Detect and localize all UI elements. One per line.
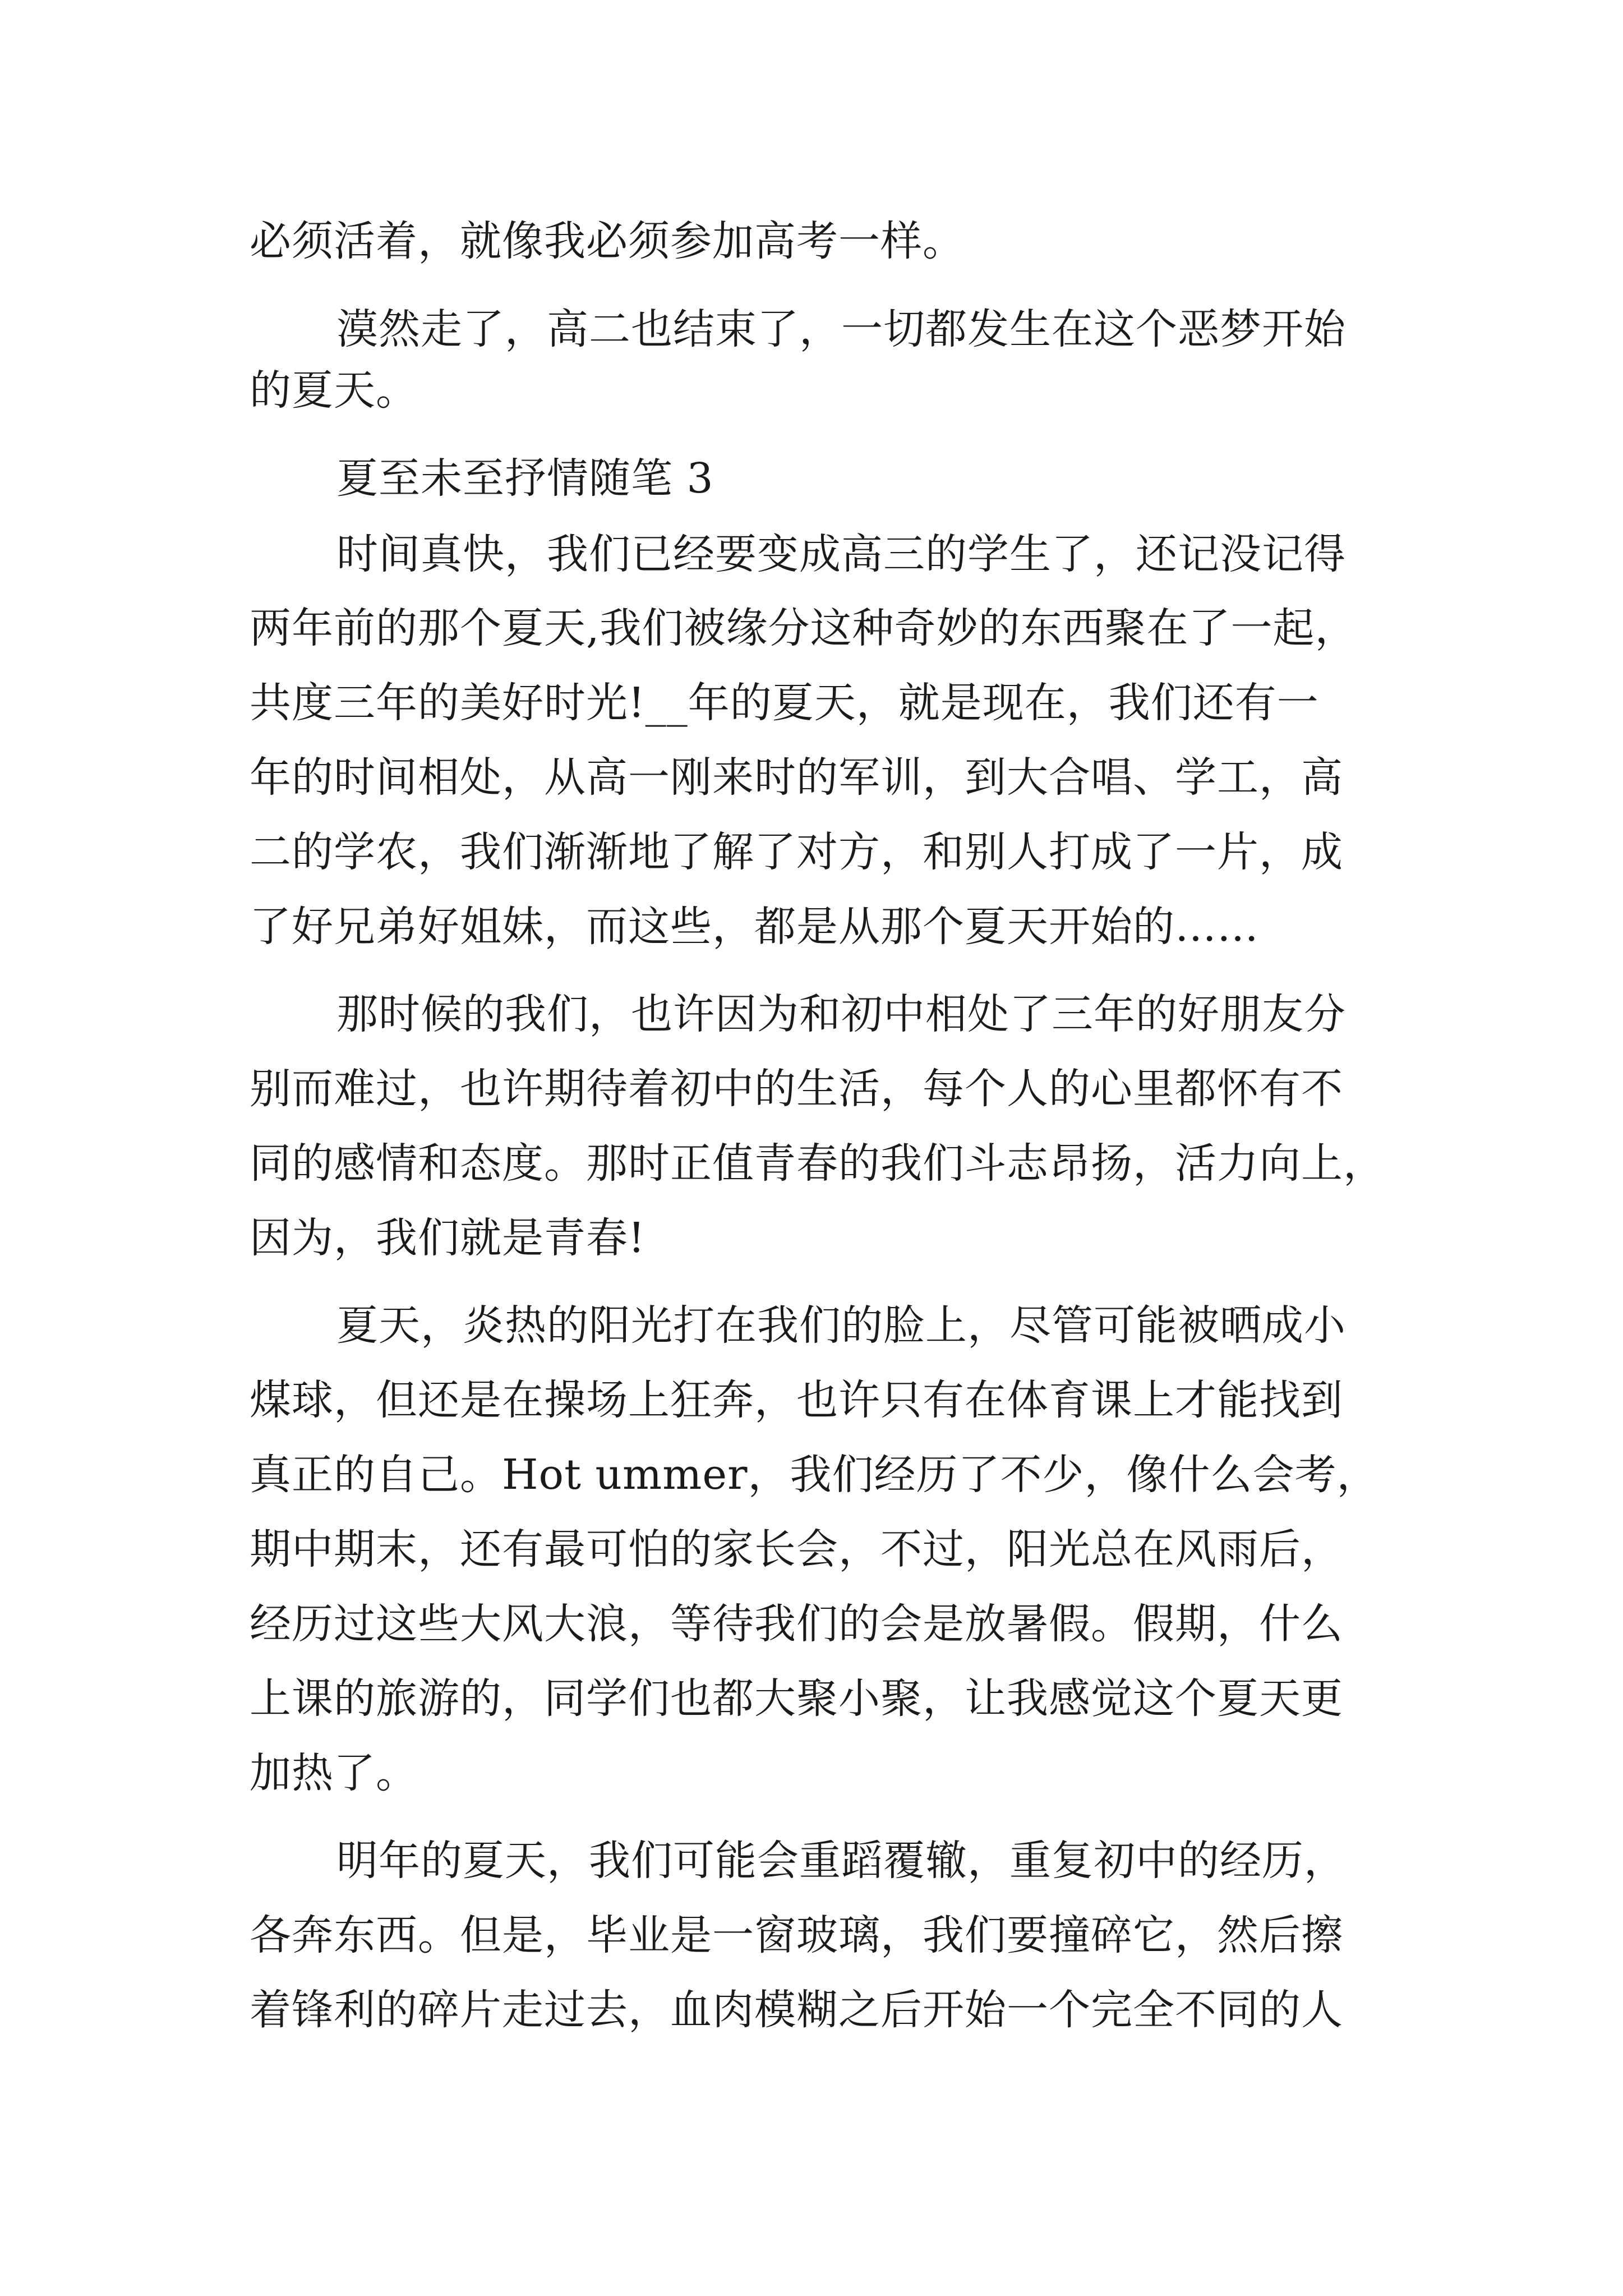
text-line: 着锋利的碎片走过去，血肉模糊之后开始一个完全不同的人 (250, 1986, 1343, 2034)
text-line: 上课的旅游的，同学们也都大聚小聚，让我感觉这个夏天更 (250, 1674, 1343, 1723)
text-line: 因为，我们就是青春! (250, 1214, 645, 1262)
paragraph-line: 明年的夏天，我们可能会重蹈覆辙，重复初中的经历， (336, 1837, 1346, 1885)
text-line: 共度三年的美好时光!__年的夏天，就是现在，我们还有一 (250, 679, 1319, 727)
section-title: 夏至未至抒情随笔 3 (336, 454, 714, 503)
paragraph-line: 那时候的我们，也许因为和初中相处了三年的好朋友分 (336, 990, 1346, 1038)
text-line: 年的时间相处，从高一刚来时的军训，到大合唱、学工，高 (250, 753, 1343, 802)
text-line: 煤球，但还是在操场上狂奔，也许只有在体育课上才能找到 (250, 1376, 1343, 1424)
text-line: 各奔东西。但是，毕业是一窗玻璃，我们要撞碎它，然后擦 (250, 1911, 1343, 1959)
text-line: 的夏天。 (250, 366, 418, 415)
text-line: 别而难过，也许期待着初中的生活，每个人的心里都怀有不 (250, 1065, 1343, 1113)
paragraph-line: 漠然走了，高二也结束了，一切都发生在这个恶梦开始 (336, 305, 1346, 353)
text-line: 经历过这些大风大浪，等待我们的会是放暑假。假期，什么 (250, 1600, 1343, 1648)
text-line: 加热了。 (250, 1749, 418, 1797)
text-line: 两年前的那个夏天,我们被缘分这种奇妙的东西聚在了一起， (250, 604, 1357, 652)
text-line: 必须活着，就像我必须参加高考一样。 (250, 217, 965, 265)
text-line: 同的感情和态度。那时正值青春的我们斗志昂扬，活力向上， (250, 1139, 1385, 1188)
text-line: 二的学农，我们渐渐地了解了对方，和别人打成了一片，成 (250, 828, 1343, 876)
paragraph-line: 时间真快，我们已经要变成高三的学生了，还记没记得 (336, 530, 1346, 578)
text-line: 期中期末，还有最可怕的家长会，不过，阳光总在风雨后， (250, 1525, 1343, 1573)
text-line: 了好兄弟好姐妹，而这些，都是从那个夏天开始的…… (250, 903, 1259, 951)
paragraph-line: 夏天，炎热的阳光打在我们的脸上，尽管可能被晒成小 (336, 1301, 1346, 1350)
text-line: 真正的自己。Hot ummer，我们经历了不少，像什么会考， (250, 1451, 1379, 1499)
